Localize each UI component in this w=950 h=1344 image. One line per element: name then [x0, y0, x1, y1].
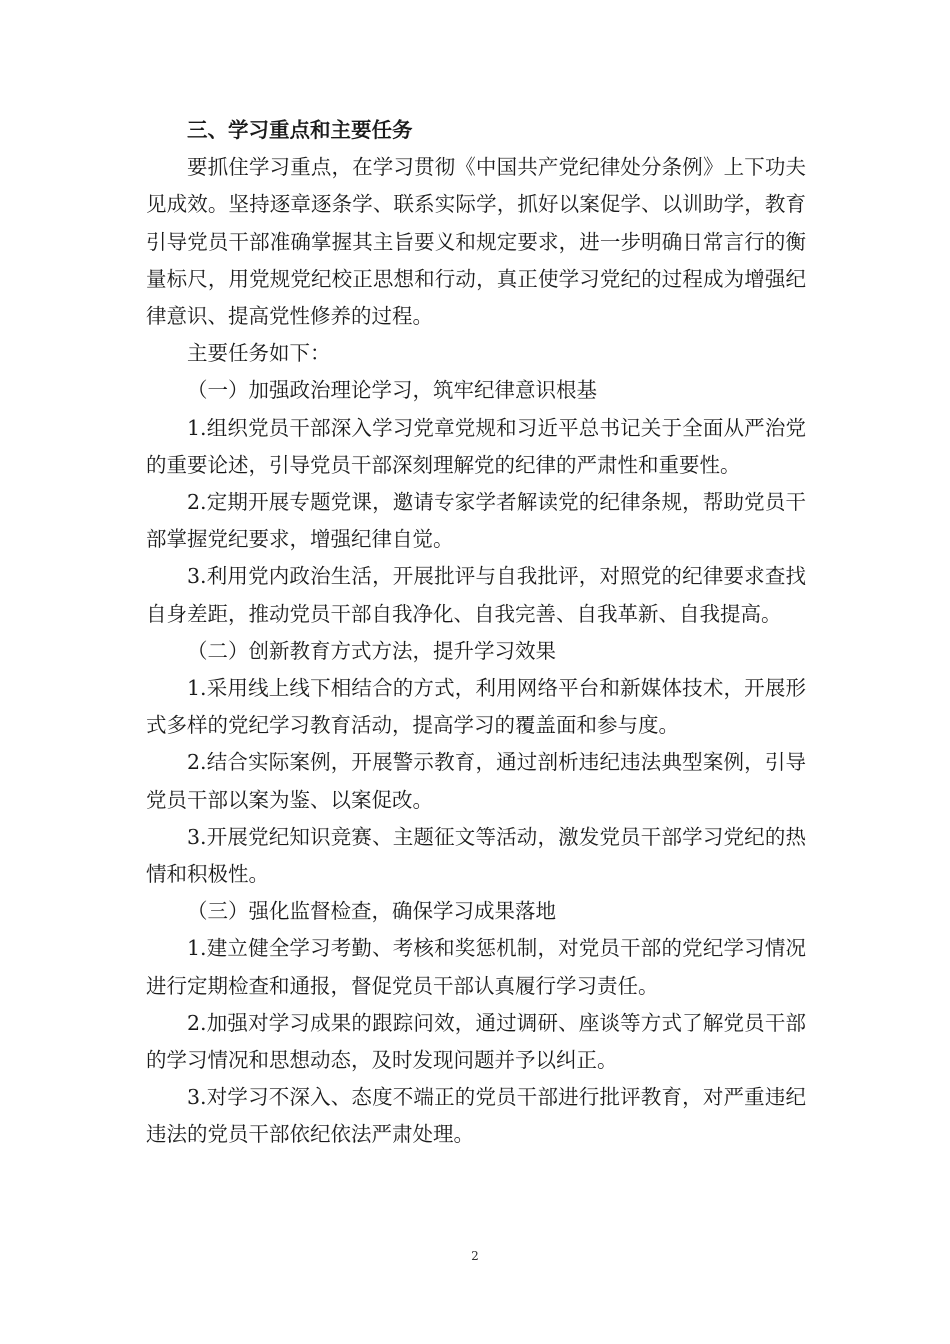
subsection-title: （二）创新教育方式方法，提升学习效果 — [187, 638, 556, 663]
task-item: 2.结合实际案例，开展警示教育，通过剖析违纪违法典型案例，引导党员干部以案为鉴、以案促改。 — [146, 750, 806, 812]
document-body — [146, 112, 806, 1154]
task-item: 1.建立健全学习考勤、考核和奖惩机制，对党员干部的党纪学习情况进行定期检查和通报，督促党员干部认真履行学习责任。 — [146, 936, 806, 998]
subsection-title: （一）加强政治理论学习，筑牢纪律意识根基 — [187, 378, 597, 403]
section-heading: 三、学习重点和主要任务 — [187, 118, 413, 142]
task-item: 3.利用党内政治生活，开展批评与自我批评，对照党的纪律要求查找自身差距，推动党员干部自我净化、自我完善、自我革新、自我提高。 — [146, 564, 806, 626]
task-item: 3.对学习不深入、态度不端正的党员干部进行批评教育，对严重违纪违法的党员干部依纪依法严肃处理。 — [146, 1085, 806, 1147]
page-number: 2 — [471, 1249, 479, 1263]
intro-paragraph: 要抓住学习重点，在学习贯彻《中国共产党纪律处分条例》上下功夫见成效。坚持逐章逐条学、联系实际学，抓好以案促学、以训助学，教育引导党员干部准确掌握其主旨要义和规定要求，进一步明确日常言行的衡量标尺，用党规党纪校正思想和行动，真正使学习党纪的过程成为增强纪律意识、提高党性修养的过程。 — [146, 155, 806, 329]
task-item: 2.定期开展专题党课，邀请专家学者解读党的纪律条规，帮助党员干部掌握党纪要求，增强纪律自觉。 — [146, 490, 806, 552]
tasks-intro: 主要任务如下： — [187, 341, 331, 366]
task-item: 1.采用线上线下相结合的方式，利用网络平台和新媒体技术，开展形式多样的党纪学习教育活动，提高学习的覆盖面和参与度。 — [146, 676, 806, 738]
task-item: 2.加强对学习成果的跟踪问效，通过调研、座谈等方式了解党员干部的学习情况和思想动态，及时发现问题并予以纠正。 — [146, 1010, 806, 1073]
task-item: 1.组织党员干部深入学习党章党规和习近平总书记关于全面从严治党的重要论述，引导党员干部深刻理解党的纪律的严肃性和重要性。 — [146, 415, 806, 477]
task-item: 3.开展党纪知识竞赛、主题征文等活动，激发党员干部学习党纪的热情和积极性。 — [146, 824, 806, 887]
subsection-title: （三）强化监督检查，确保学习成果落地 — [187, 899, 556, 924]
